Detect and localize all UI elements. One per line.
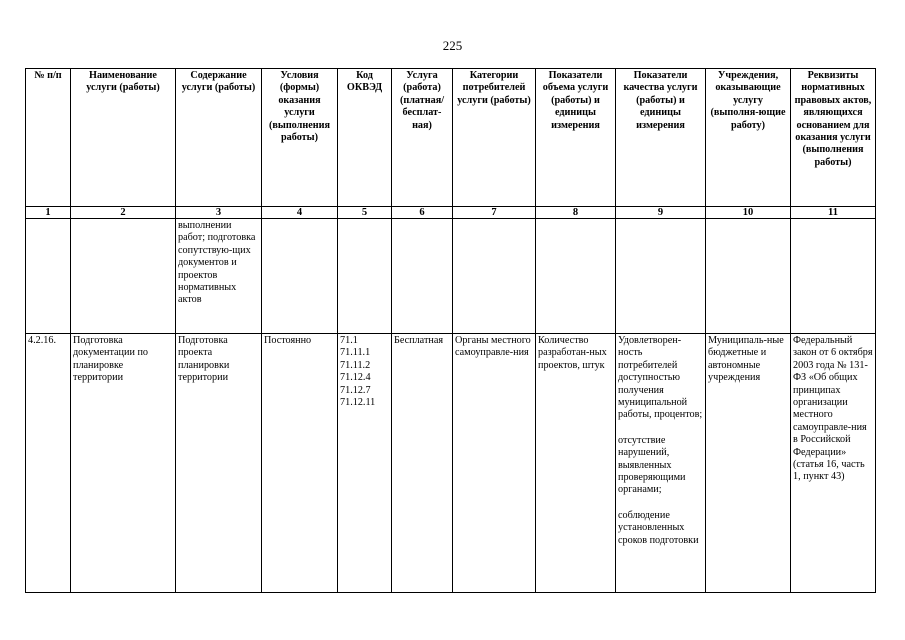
okved-code: 71.11.2 xyxy=(340,359,371,371)
column-number: 1 xyxy=(26,207,71,219)
table-row-service-4-2-16 xyxy=(26,334,876,593)
table-cell xyxy=(616,219,706,334)
table-cell xyxy=(26,219,71,334)
header-legal-acts: Реквизиты нормативных правовых актов, являющихся основанием для оказания услуги (выполнения работы) xyxy=(791,69,876,207)
okved-code: 71.1 xyxy=(340,335,358,346)
header-volume-indicators: Показатели объема услуги (работы) и единицы измерения xyxy=(536,69,616,207)
paid-free-cell: Бесплатная xyxy=(392,334,453,593)
column-number: 10 xyxy=(706,207,791,219)
column-number-row xyxy=(26,207,876,219)
service-conditions-cell: Постоянно xyxy=(262,334,338,593)
column-number: 5 xyxy=(338,207,392,219)
column-number: 2 xyxy=(71,207,176,219)
legal-acts-cell: Федеральный закон от 6 октября 2003 года № 131-ФЗ «Об общих принципах организации местного самоуправле-ния в Российской Федерации» (статья 16, часть 1, пункт 43) xyxy=(791,334,876,593)
table-cell xyxy=(706,219,791,334)
service-name-cell: Подготовка документации по планировке территории xyxy=(71,334,176,593)
table-header-row xyxy=(26,69,876,207)
header-quality-indicators: Показатели качества услуги (работы) и единицы измерения xyxy=(616,69,706,207)
header-number: № п/п xyxy=(26,69,71,207)
service-number-cell: 4.2.16. xyxy=(26,334,71,593)
column-number: 11 xyxy=(791,207,876,219)
quality-indicator: соблюдение установленных сроков подготовки xyxy=(618,509,699,546)
quality-indicator: Удовлетворен-ность потребителей доступностью получения муниципальной работы, процентов; xyxy=(618,335,703,421)
okved-code: 71.11.1 xyxy=(340,347,371,359)
header-paid-free: Услуга (работа) (платная/ бесплат-ная) xyxy=(392,69,453,207)
header-service-content: Содержание услуги (работы) xyxy=(176,69,262,207)
institutions-cell: Муниципаль-ные бюджетные и автономные учреждения xyxy=(706,334,791,593)
column-number: 8 xyxy=(536,207,616,219)
header-okved-code: Код ОКВЭД xyxy=(338,69,392,207)
quality-indicator: отсутствие нарушений, выявленных проверяющими органами; xyxy=(618,434,686,496)
table-cell xyxy=(392,219,453,334)
okved-code: 71.12.11 xyxy=(340,397,376,409)
column-number: 7 xyxy=(453,207,536,219)
column-number: 4 xyxy=(262,207,338,219)
table-cell xyxy=(536,219,616,334)
table-cell xyxy=(71,219,176,334)
quality-cell xyxy=(616,334,706,593)
column-number: 6 xyxy=(392,207,453,219)
header-conditions: Условия (формы) оказания услуги (выполнения работы) xyxy=(262,69,338,207)
volume-cell: Количество разработан-ных проектов, штук xyxy=(536,334,616,593)
page-number: 225 xyxy=(442,38,463,53)
table-cell xyxy=(791,219,876,334)
okved-code: 71.12.7 xyxy=(340,384,371,396)
table-cell xyxy=(453,219,536,334)
okved-code: 71.12.4 xyxy=(340,372,371,384)
header-institutions: Учреждения, оказывающие услугу (выполня-ющие работу) xyxy=(706,69,791,207)
okved-codes-cell xyxy=(338,334,392,593)
column-number: 3 xyxy=(176,207,262,219)
table-cell xyxy=(262,219,338,334)
services-table xyxy=(25,68,876,593)
table-row-continuation xyxy=(26,219,876,334)
header-service-name: Наименование услуги (работы) xyxy=(71,69,176,207)
header-consumer-categories: Категории потребителей услуги (работы) xyxy=(453,69,536,207)
column-number: 9 xyxy=(616,207,706,219)
consumers-cell: Органы местного самоуправле-ния xyxy=(453,334,536,593)
table-cell xyxy=(338,219,392,334)
service-content-cell: Подготовка проекта планировки территории xyxy=(176,334,262,593)
continuation-content-cell: выполнении работ; подготовка сопутствую-щих документов и проектов нормативных актов xyxy=(176,219,262,334)
